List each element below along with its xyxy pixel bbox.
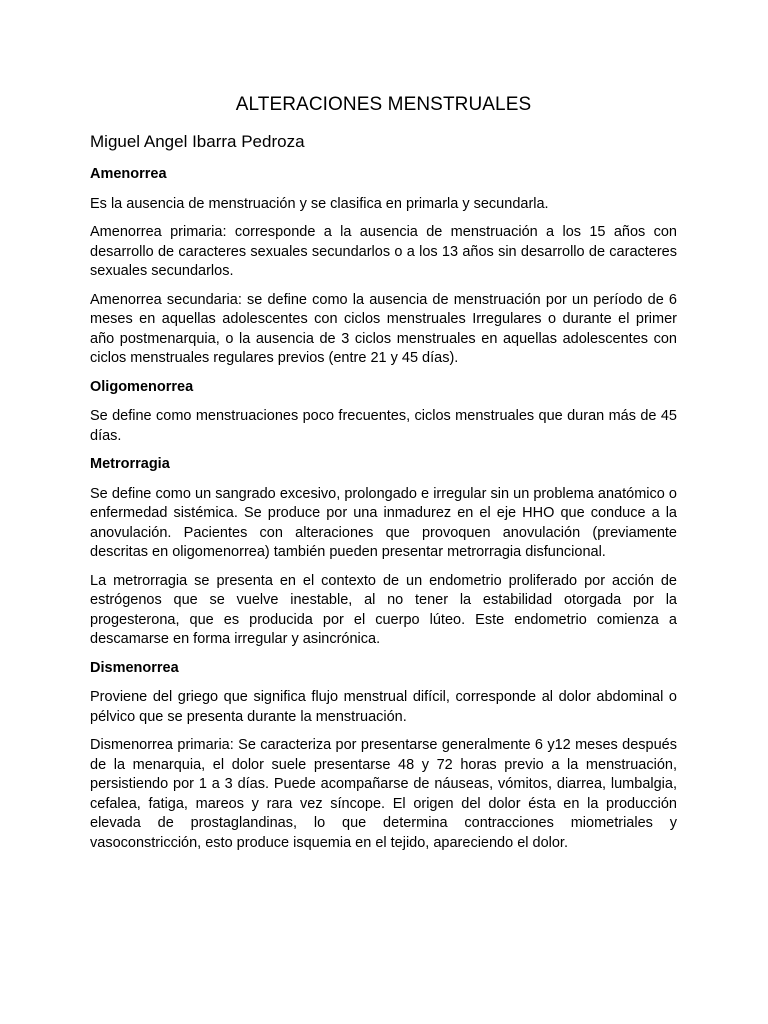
document-page (90, 92, 677, 862)
paragraph: Se define como menstruaciones poco frecuentes, ciclos menstruales que duran más de 45 días. (90, 408, 677, 444)
document-author: Miguel Angel Ibarra Pedroza (90, 132, 305, 151)
section-oligomenorrea (90, 378, 677, 447)
paragraph: Amenorrea primaria: corresponde a la ausencia de menstruación a los 15 años con desarrollo de caracteres sexuales secundarlos o a los 13 años sin desarrollo de caracteres sexuales secundarlos. (90, 224, 677, 279)
paragraph: La metrorragia se presenta en el contexto de un endometrio proliferado por acción de estrógenos que se vuelve inestable, al no tener la estabilidad otorgada por la progesterona, que es producida por el cuerpo lúteo. Este endometrio comienza a descamarse en forma irregular y asincrónica. (90, 572, 677, 647)
section-heading: Oligomenorrea (90, 378, 194, 395)
section-heading: Dismenorrea (90, 659, 179, 676)
section-heading: Amenorrea (90, 166, 167, 182)
paragraph: Dismenorrea primaria: Se caracteriza por presentarse generalmente 6 y12 meses después de la menarquia, el dolor suele presentarse 48 y 72 horas previo a la menstruación, persistiendo por 1 a 3 días. Puede acompañarse de náuseas, vómitos, diarrea, lumbalgia, cefalea, fatiga, mareos y rara vez síncope. El origen del dolor ésta en la producción elevada de prostaglandinas, lo que determina contracciones miometriales y vasoconstricción, esto produce isquemia en el tejido, apareciendo el dolor. (90, 737, 677, 851)
section-metrorragia (90, 455, 677, 650)
section-amenorrea (90, 165, 677, 369)
paragraph: Proviene del griego que significa flujo menstrual difícil, corresponde al dolor abdominal o pélvico que se presenta durante la menstruación. (90, 689, 677, 725)
paragraph: Es la ausencia de menstruación y se clasifica en primarla y secundarla. (90, 195, 549, 212)
document-title: ALTERACIONES MENSTRUALES (235, 94, 532, 115)
paragraph: Se define como un sangrado excesivo, prolongado e irregular sin un problema anatómico o enfermedad sistémica. Se produce por una inmadurez en el eje HHO que conduce a la anovulación. Pacientes con alteraciones que provoquen anovulación (previamente descritas en oligomenorrea) también pueden presentar metrorragia disfuncional. (90, 485, 677, 560)
section-dismenorrea (90, 659, 677, 854)
paragraph: Amenorrea secundaria: se define como la ausencia de menstruación por un período de 6 meses en aquellas adolescentes con ciclos menstruales Irregulares o durante el primer año postmenarquia, o la ausencia de 3 ciclos menstruales en aquellas adolescentes con ciclos menstruales regulares previos (entre 21 y 45 días). (90, 291, 677, 366)
section-heading: Metrorragia (90, 456, 170, 472)
